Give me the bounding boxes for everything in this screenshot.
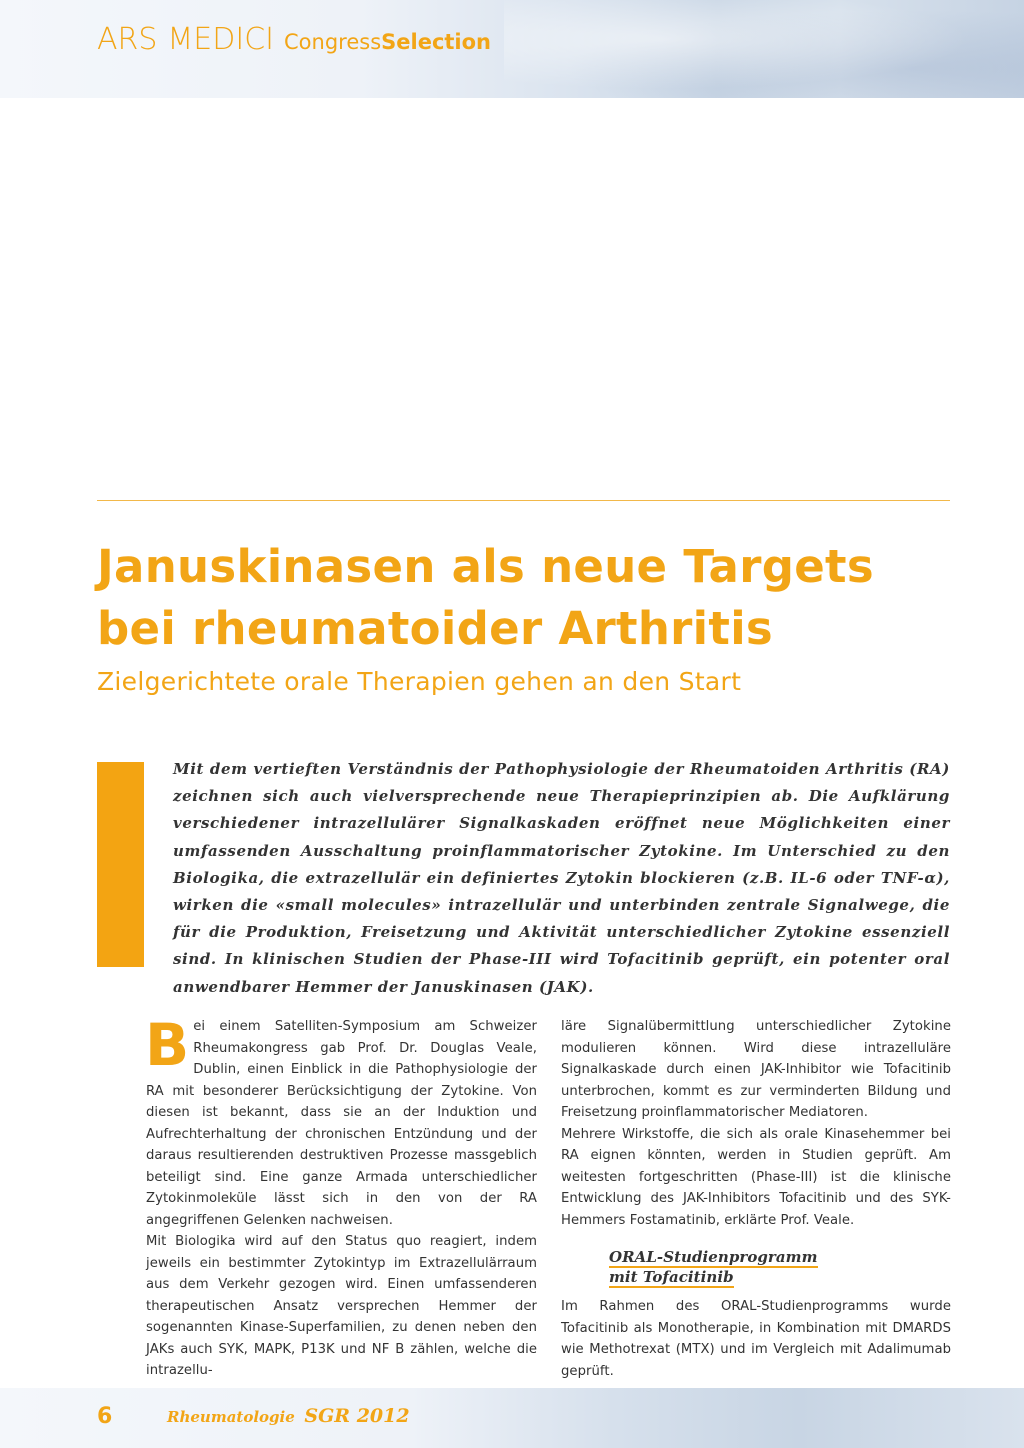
- brand-congress: Congress: [284, 30, 382, 54]
- body-paragraph: läre Signalübermittlung unterschiedlicher Zytokine modulieren können. Wird diese intrazelluläre Signalkaskade durch einen JAK-Inhibitor wie Tofacitinib unterbrochen, kommt es zur verminderten Bildung und Freisetzung proinflammatorischer Mediatoren.: [561, 1019, 951, 1120]
- brand-selection: Selection: [381, 30, 492, 54]
- section-heading-line: ORAL-Studienprogramm: [609, 1248, 818, 1266]
- body-column-left: [145, 1011, 537, 1382]
- section-heading-line: mit Tofacitinib: [609, 1268, 734, 1286]
- body-column-right: [561, 1016, 951, 1382]
- journal-issue: SGR 2012: [304, 1405, 410, 1427]
- brand-medici: MEDICI: [167, 22, 275, 57]
- brand-logo: [97, 22, 491, 57]
- article-title: Januskinasen als neue Targets bei rheumatoider Arthritis: [97, 540, 874, 655]
- section-heading: [609, 1247, 829, 1287]
- body-paragraph-text: ei einem Satelliten-Symposium am Schweizer Rheumakongress gab Prof. Dr. Douglas Veale, Dublin, einen Einblick in die Pathophysiologie der RA mit besonderer Berücksichtigung der Zytokine. Von diesen ist bekannt, dass sie an der Induktion und Aufrechterhaltung der chronischen Entzündung und der daraus resultierenden destruktiven Prozesse massgeblich beteiligt sind. Eine ganze Armada unterschiedlicher Zytokinmoleküle lässt sich in den von der RA angegriffenen Gelenken nachweisen.: [146, 1019, 537, 1228]
- brand-ars: ARS: [97, 22, 158, 57]
- lead-accent-bar: [97, 762, 144, 967]
- body-paragraph: [145, 1011, 537, 1231]
- journal-name: Rheumatologie: [167, 1408, 295, 1426]
- article-lead: Mit dem vertieften Verständnis der Pathophysiologie der Rheumatoiden Arthritis (RA) zeichnen sich auch vielversprechende neue Therapieprinzipien ab. Die Aufklärung verschiedener intrazellulärer Signalkaskaden eröffnet neue Möglichkeiten einer umfassenden Ausschaltung proinflammatorischer Zytokine. Im Unterschied zu den Biologika, die extrazellulär ein definiertes Zytokin blockieren (z.B. IL-6 oder TNF-α), wirken die «small molecules» intrazellulär und unterbinden zentrale Signalwege, die für die Produktion, Freisetzung und Aktivität unterschiedlicher Zytokine essenziell sind. In klinischen Studien der Phase-III wird Tofacitinib geprüft, ein potenter oral anwendbarer Hemmer der Januskinasen (JAK).: [173, 760, 950, 996]
- footer-band: [0, 1388, 1024, 1448]
- article-subtitle: Zielgerichtete orale Therapien gehen an den Start: [97, 667, 742, 696]
- drop-cap: B: [145, 1011, 190, 1079]
- body-paragraph: Mehrere Wirkstoffe, die sich als orale Kinasehemmer bei RA eignen könnten, werden in Studien geprüft. Am weitesten fortgeschritten (Phase-III) ist die klinische Entwicklung des JAK-Inhibitors Tofacitinib und des SYK-Hemmers Fostamatinib, erklärte Prof. Veale.: [561, 1126, 951, 1228]
- footer-journal: [167, 1405, 410, 1427]
- page-number: 6: [97, 1404, 113, 1429]
- body-paragraph: Im Rahmen des ORAL-Studienprogramms wurde Tofacitinib als Monotherapie, in Kombination mit DMARDS wie Methotrexat (MTX) und im Vergleich mit Adalimumab geprüft.: [561, 1299, 951, 1379]
- title-rule: [97, 500, 950, 501]
- body-paragraph: Mit Biologika wird auf den Status quo reagiert, indem jeweils ein bestimmter Zytokintyp im Extrazellulärraum aus dem Verkehr gezogen wird. Einen umfassenderen therapeutischen Ansatz versprechen Hemmer der sogenannten Kinase-Superfamilien, zu denen neben den JAKs auch SYK, MAPK, P13K und NF B zählen, welche die intrazellu-: [146, 1234, 537, 1378]
